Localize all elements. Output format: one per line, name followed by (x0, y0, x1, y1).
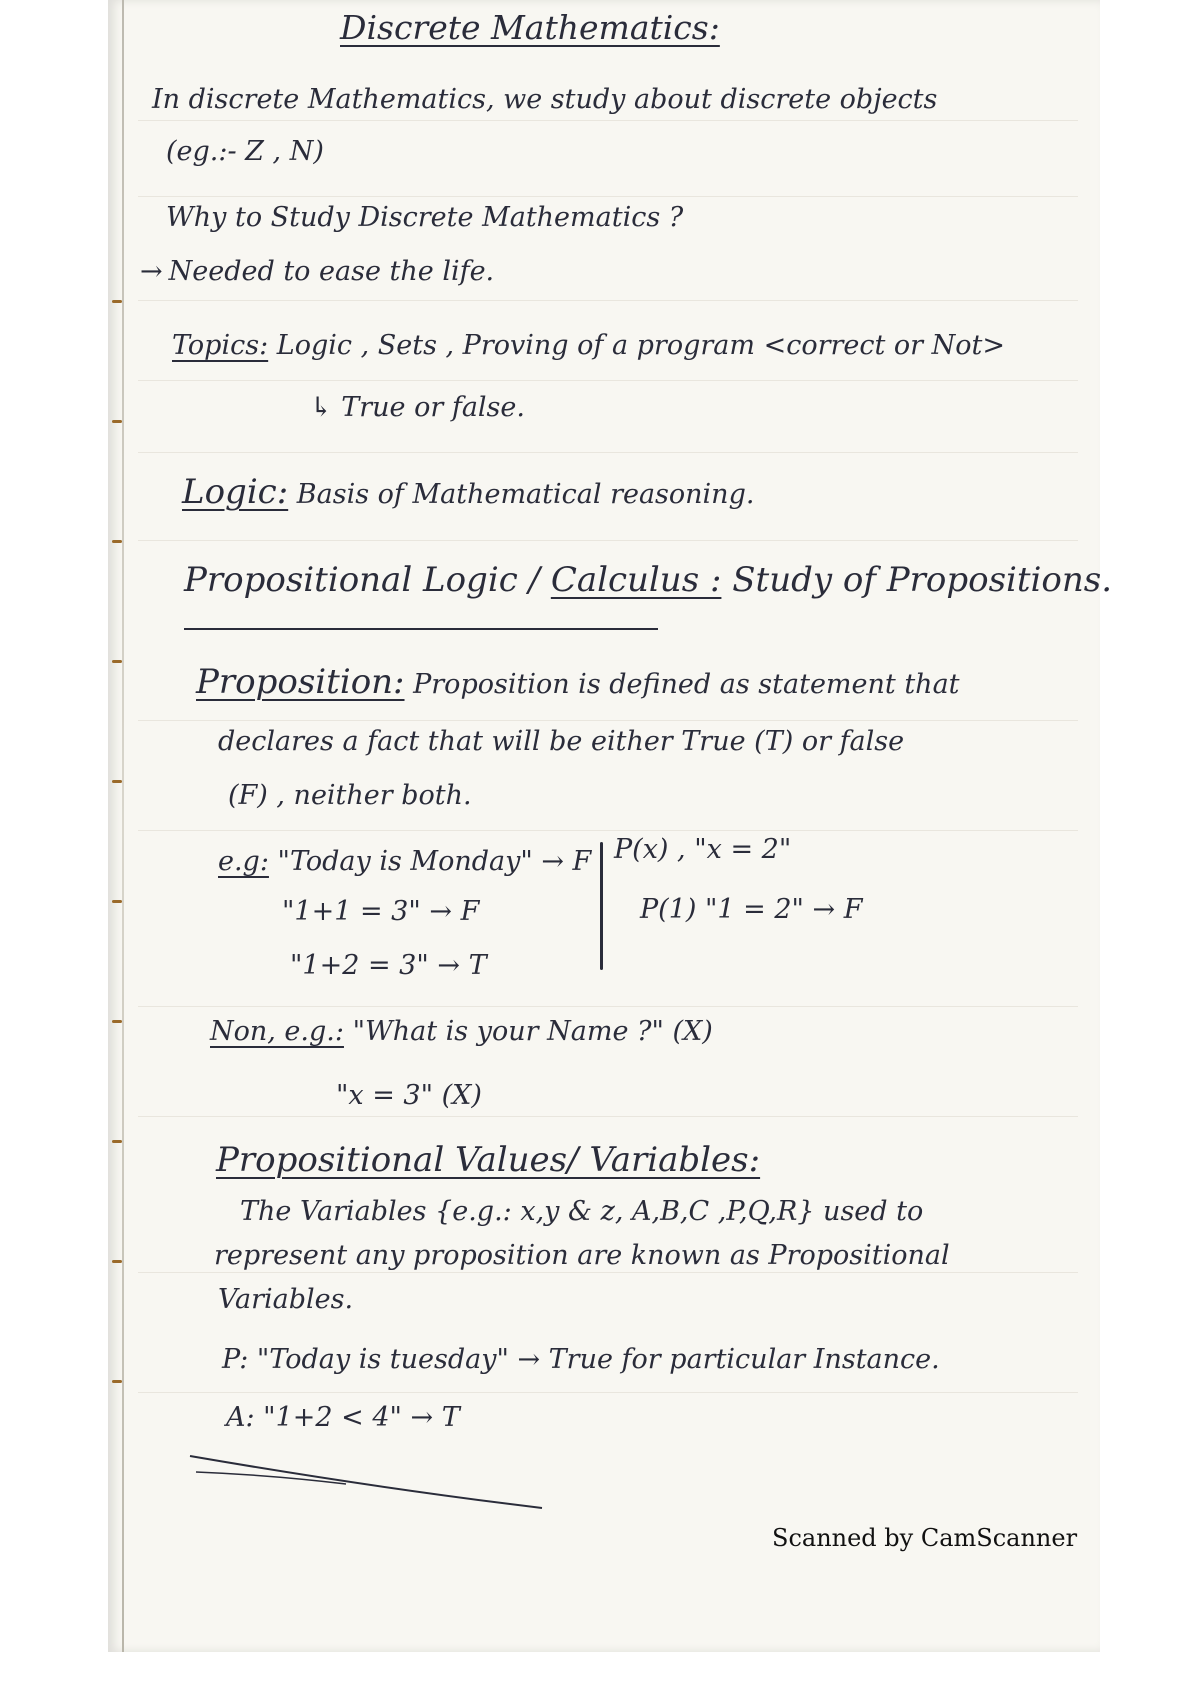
non-examples-label: Non, e.g.: (210, 1016, 344, 1047)
proposition-line-1: Proposition is defined as statement that (413, 669, 960, 700)
logic-row (182, 472, 754, 512)
corner-arrow-icon: ↳ (310, 392, 342, 423)
intro-line-2: (eg.:- Z , N) (166, 136, 324, 167)
logic-label: Logic: (182, 472, 289, 512)
non-example-row (210, 1016, 713, 1047)
proposition-row (196, 662, 960, 702)
example-divider (600, 842, 603, 970)
example-right-1: P(x) , "x = 2" (614, 834, 792, 865)
logic-text: Basis of Mathematical reasoning. (296, 479, 755, 510)
why-answer-text: Needed to ease the life. (168, 256, 495, 287)
prop-values-label: Propositional Values/ Variables: (216, 1140, 761, 1180)
topics-list: Logic , Sets , Proving of a program <correct or Not> (276, 330, 1006, 361)
topics-sub-text: True or false. (341, 392, 525, 423)
arrow-icon: → (140, 256, 163, 287)
prop-logic-label-a: Propositional Logic / (184, 560, 541, 600)
scanner-footer: Scanned by CamScanner (772, 1524, 1078, 1552)
non-example-1: "What is your Name ?" (X) (352, 1016, 713, 1047)
example-right-2: P(1) "1 = 2" → F (640, 894, 863, 925)
why-question: Why to Study Discrete Mathematics ? (166, 202, 684, 233)
prop-logic-text: Study of Propositions. (732, 560, 1113, 600)
non-example-2: "x = 3" (X) (336, 1080, 482, 1111)
why-answer (140, 256, 494, 287)
prop-values-line-1: The Variables {e.g.: x,y & z, A,B,C ,P,Q,R} used to (240, 1196, 924, 1227)
prop-values-line-2: represent any proposition are known as Propositional (214, 1240, 950, 1271)
pen-stroke (186, 1448, 546, 1512)
prop-example-a: A: "1+2 < 4" → T (226, 1402, 460, 1433)
prop-values-line-3: Variables. (218, 1284, 354, 1315)
proposition-line-3: (F) , neither both. (228, 780, 472, 811)
prop-logic-label-b: Calculus : (550, 560, 722, 600)
prop-example-p: P: "Today is tuesday" → True for particular Instance. (222, 1344, 940, 1375)
example-row-1 (218, 846, 591, 877)
topics-label: Topics: (172, 330, 269, 361)
prop-logic-row (184, 560, 1112, 600)
proposition-line-2: declares a fact that will be either True (T) or false (218, 726, 905, 757)
example-left-3: "1+2 = 3" → T (290, 950, 487, 981)
heading-underline (184, 628, 658, 630)
examples-label: e.g: (218, 846, 269, 877)
topics-row (172, 330, 1005, 361)
margin-line (122, 0, 124, 1652)
example-left-2: "1+1 = 3" → F (282, 896, 480, 927)
example-left-1: "Today is Monday" → F (277, 846, 592, 877)
intro-line-1: In discrete Mathematics, we study about discrete objects (152, 84, 938, 115)
page-title: Discrete Mathematics: (340, 8, 720, 47)
topics-sub (310, 392, 525, 423)
proposition-label: Proposition: (196, 662, 405, 702)
